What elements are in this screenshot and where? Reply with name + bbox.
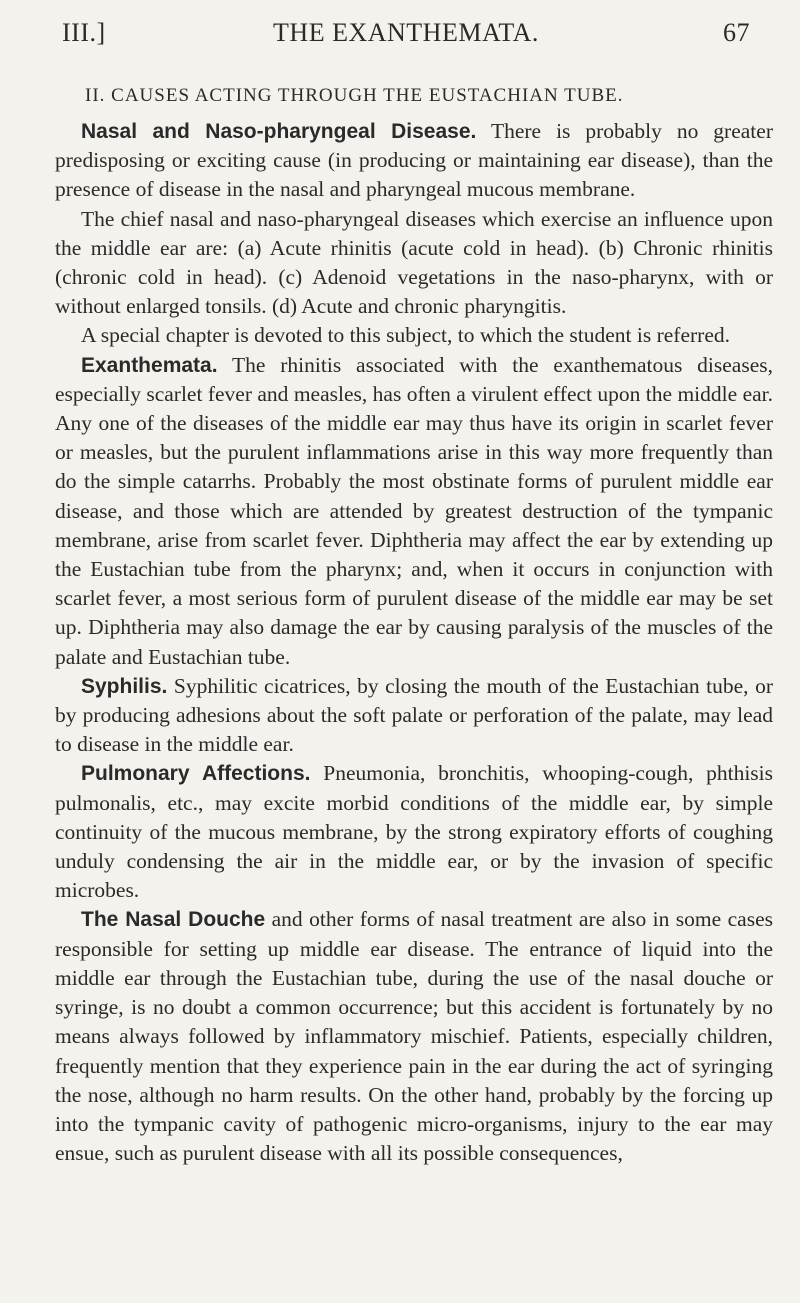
- paragraph: [55, 759, 773, 905]
- paragraph-text: The chief nasal and naso-pharyngeal diseases which exercise an influence upon the middle ear are: (a) Acute rhinitis (acute cold in head). (b) Chronic rhinitis (chronic cold in head). (c) Adenoid vegetations in the naso-pharynx, with or without enlarged tonsils. (d) Acute and chronic pharyngitis.: [55, 206, 773, 319]
- paragraph: [55, 905, 773, 1168]
- paragraph-text: Syphilitic cicatrices, by closing the mouth of the Eustachian tube, or by producing adhesions about the soft palate or perforation of the palate, may lead to disease in the middle ear.: [55, 673, 773, 757]
- paragraph: [55, 117, 773, 205]
- section-heading: II. CAUSES ACTING THROUGH THE EUSTACHIAN TUBE.: [85, 85, 624, 106]
- paragraph-text: and other forms of nasal treatment are also in some cases responsible for setting up middle ear disease. The entrance of liquid into the middle ear through the Eustachian tube, during the use of the nasal douche or syringe, is no doubt a common occurrence; but this accident is fortunately by no means always followed by inflammatory mischief. Patients, especially children, frequently mention that they experience pain in the ear during the act of syringing the nose, although no harm results. On the other hand, probably by the forcing up into the tympanic cavity of pathogenic micro-organisms, injury to the ear may ensue, such as purulent disease with all its possible consequences,: [55, 907, 773, 1166]
- running-title: THE EXANTHEMATA.: [273, 18, 539, 47]
- running-head: [62, 18, 750, 54]
- paragraph-text: A special chapter is devoted to this subject, to which the student is referred.: [81, 323, 730, 348]
- paragraph-text: The rhinitis associated with the exanthematous diseases, especially scarlet fever and measles, has often a virulent effect upon the middle ear. Any one of the diseases of the middle ear may thus have its origin in scarlet fever or measles, but the purulent inflammations arise in this way more frequently than do the simple catarrhs. Probably the most obstinate forms of purulent middle ear disease, and those which are attended by greatest destruction of the tympanic membrane, arise from scarlet fever. Diphtheria may affect the ear by extending up the Eustachian tube from the pharynx; and, when it occurs in conjunction with scarlet fever, a most serious form of purulent disease of the middle ear may be set up. Diphtheria may also damage the ear by causing paralysis of the muscles of the palate and Eustachian tube.: [55, 352, 773, 669]
- run-in-heading: Syphilis.: [81, 674, 168, 698]
- body-text: [55, 117, 773, 1168]
- paragraph: [55, 321, 773, 350]
- paragraph: [55, 672, 773, 760]
- paragraph-text: There is probably no greater predisposing or exciting cause (in producing or maintaining ear disease), than the presence of disease in the nasal and pharyngeal mucous membrane.: [55, 119, 773, 202]
- run-in-heading: Pulmonary Affections.: [81, 762, 311, 786]
- paragraph-text: Pneumonia, bronchitis, whooping-cough, phthisis pulmonalis, etc., may excite morbid conditions of the middle ear, by simple continuity of the mucous membrane, by the strong expiratory efforts of coughing unduly condensing the air in the middle ear, or by the invasion of specific microbes.: [55, 761, 773, 903]
- run-in-heading: Nasal and Naso-pharyngeal Disease.: [81, 120, 477, 143]
- paragraph: [55, 351, 773, 672]
- paragraph: [55, 205, 773, 322]
- run-in-heading: The Nasal Douche: [81, 908, 266, 932]
- run-in-heading: Exanthemata.: [81, 353, 218, 377]
- chapter-number: III.]: [62, 18, 106, 47]
- page-number: 67: [723, 18, 750, 47]
